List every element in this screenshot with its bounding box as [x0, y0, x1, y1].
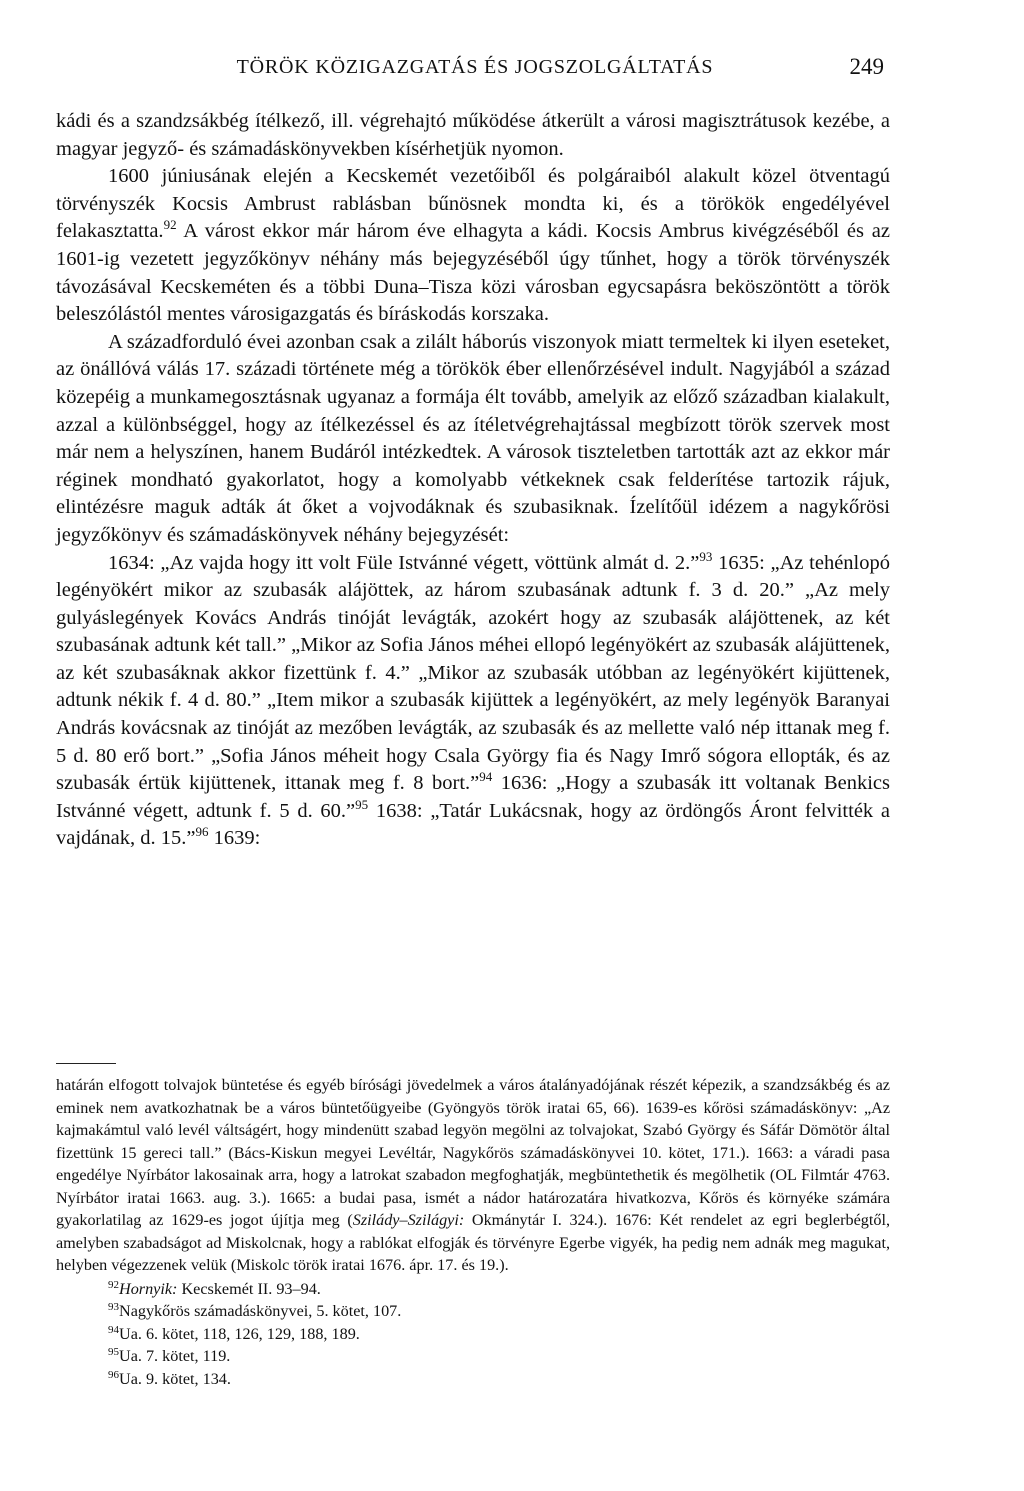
footnote-text: Okmánytár I. 324.). 1676: Két rendelet az egri beglerbégtől, amelyben szabadságot ad Miskolcnak, hogy a rablókat elfogják és törvényre Egerbe vigyék, ha pedig nem adnák meg magukat, helyben végezzenek velük (Miskolc török iratai 1676. ápr. 17. és 19.).	[56, 1211, 890, 1274]
paragraph-text: kádi és a szandzsákbég ítélkező, ill. végrehajtó működése átkerült a városi magisztrátusok kezébe, a magyar jegyző- és számadáskönyvekben kísérhetjük nyomon.	[56, 110, 890, 160]
footnote-ref-93: 93	[699, 548, 713, 564]
footnote-number: 94	[108, 1323, 119, 1336]
paragraph-text: 1638: „Tatár Lukácsnak, hogy az ördöngős Áront felvitték a vajdának, d. 15.”	[56, 799, 890, 850]
footnote-93	[108, 1300, 890, 1323]
footnote-text: Nagykőrös számadáskönyvei, 5. kötet, 107.	[119, 1302, 402, 1320]
page-number: 249	[849, 54, 884, 79]
footnote-94	[108, 1323, 890, 1346]
footnote-text: Ua. 9. kötet, 134.	[119, 1369, 231, 1388]
footnote-number: 96	[108, 1368, 119, 1381]
paragraph-text: 1636: „Hogy a szubasák itt voltanak Benkics Istvánné végett, adtunk f. 5 d. 60.”	[56, 772, 890, 822]
footnote-ref-94: 94	[479, 769, 493, 785]
main-text	[56, 108, 890, 853]
footnote-text: Ua. 7. kötet, 119.	[119, 1347, 231, 1365]
paragraph-text: 1635: „Az tehénlopó legényökért mikor az szubasák alájöttek, az három szubasának adtunk f. 3 d. 20.” „Az mely gulyáslegények Kovács András tinóját levágták, azokért hogy az szubasák alájöttenek, az két szubasának adtunk két tall.” „Mikor az Sofia János méhei ellopó legényökért az szubasák alájüttenek, az két szubasáknak akkor fizettünk f. 4.” „Mikor az szubasák utóbban az legényökért kijüttenek, adtunk nékik f. 4 d. 80.” „Item mikor a szubasák kijüttek a legényökért, az mely legényök Baranyai András kovácsnak az tinóját az mezőben levágták, az szubasák és az mellette való nép ittanak meg f. 5 d. 80 erő bort.” „Sofia János méheit hogy Csala György fia és Nagy Imrő sógora ellopták, és az szubasák értük kijüttenek, ittanak meg f. 8 bort.”	[56, 551, 890, 795]
footnote-number: 93	[108, 1301, 119, 1313]
footnote-ref-96: 96	[195, 824, 209, 840]
footnote-continuation	[56, 1074, 890, 1277]
footnote-96	[108, 1368, 890, 1391]
footnote-divider	[56, 1063, 116, 1064]
paragraph-1	[56, 108, 890, 163]
footnote-ref-92: 92	[163, 217, 177, 233]
paragraph-text: 1639:	[208, 827, 261, 850]
running-head: TÖRÖK KÖZIGAZGATÁS ÉS JOGSZOLGÁLTATÁS	[236, 56, 714, 78]
footnote-text: Ua. 6. kötet, 118, 126, 129, 188, 189.	[119, 1324, 360, 1343]
paragraph-text: A várost ekkor már három éve elhagyta a kádi. Kocsis Ambrus kivégzéséből és az 1601-ig vezetett jegyzőkönyv néhány más bejegyzéséből úgy tűnhet, hogy a török törvényszék távozásával Kecskeméten és a többi Duna–Tisza közi városban egycsapásra beköszöntött a török beleszólástól mentes városigazgatás és bíráskodás korszaka.	[56, 220, 890, 326]
footnote-number: 92	[108, 1278, 119, 1291]
paragraph-text: 1634: „Az vajda hogy itt volt Füle Istvánné végett, vöttünk almát d. 2.”	[108, 551, 700, 574]
footnote-ref-95: 95	[355, 796, 369, 812]
footnote-text: határán elfogott tolvajok büntetése és egyéb bírósági jövedelmek a város átalányadójának részét képezik, a szandzsákbég és az eminek nem avatkozhatnak be a város büntetőügyeibe (Gyöngyös török iratai 65, 66). 1639-es kőrösi számadáskönyv: „Az kajmakámtul való levél váltságért, hogy mindenütt szabad legyön megölni az tolvajokat, Szabó György és Sáfár Dömötör által fizettünk 15 gereci tall.” (Bács-Kiskun megyei Levéltár, Nagykőrös számadáskönyvei 10. kötet, 171.). 1663: a váradi pasa engedélye Nyírbátor lakosainak arra, hogy a latrokat szabadon megfoghatják, megbüntethetik és megölhetik (OL Filmtár 4763. Nyírbátor iratai 1663. aug. 3.). 1665: a budai pasa, ismét a nádor határozatára hivatkozva, Kőrös és környéke számára gyakorlatilag az 1629-es jogot újítja meg (	[56, 1076, 890, 1229]
page-header	[56, 50, 894, 90]
footnote-text: Kecskemét II. 93–94.	[177, 1279, 321, 1298]
paragraph-2	[56, 163, 890, 329]
footnote-list	[56, 1278, 890, 1391]
footnote-95	[108, 1345, 890, 1368]
paragraph-text: 1600 júniusának elején a Kecskemét vezetőiből és polgáraiból alakult közel ötventagú törvényszék Kocsis Ambrust rablásban bűnösnek mondta ki, és a törökök engedélyével felakasztatta.	[56, 165, 890, 243]
paragraph-4	[56, 550, 890, 854]
footnotes	[56, 1074, 890, 1390]
paragraph-text: A századforduló évei azonban csak a zilált háborús viszonyok miatt termeltek ki ilyen eseteket, az önállóvá válás 17. századi története még a törökök éber ellenőrzésével indult. Nagyjából a század közepéig a munkamegosztásnak ugyanaz a formája élt tovább, amelyik az előző században kialakult, azzal a különbséggel, hogy az ítélkezéssel és az ítéletvégrehajtással megbízott török szervek most már nem a helyszínen, hanem Budáról intézkedtek. A városok tiszteletben tartották azt az ekkor már réginek mondható gyakorlatot, hogy a komolyabb vétkeknek csak felderítése tartozik rájuk, elintézésre maguk adták át őket a vojvodáknak és szubasiknak. Ízelítőül idézem a nagykőrösi jegyzőkönyv és számadáskönyvek néhány bejegyzését:	[56, 330, 890, 546]
footnote-author: Szilády–Szilágyi:	[352, 1211, 465, 1229]
paragraph-3	[56, 329, 890, 550]
footnote-number: 95	[108, 1346, 119, 1358]
footnote-92	[108, 1278, 890, 1301]
footnote-author: Hornyik:	[119, 1279, 178, 1298]
